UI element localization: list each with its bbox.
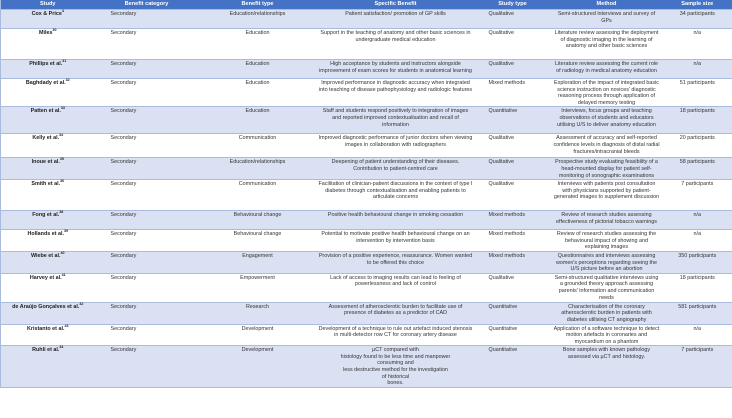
study-name: Hollands et al. [27, 231, 65, 238]
study-name: Phillips et al. [29, 61, 63, 67]
study-cell [1, 134, 95, 158]
benefit-type-cell: Development [199, 346, 317, 388]
reference-number: 4 [61, 9, 64, 14]
study-type-cell: Qualitative [475, 273, 551, 302]
study-type-cell: Qualitative [475, 134, 551, 158]
table-row [1, 324, 732, 346]
header-study: Study [1, 0, 95, 10]
study-name: Kristanto et al. [27, 325, 65, 332]
reference-number: 40 [60, 251, 65, 256]
method-cell: Semi-structured interviews and survey of GPs [551, 10, 663, 29]
table-row [1, 60, 732, 79]
sample-size-cell: 34 participants [663, 10, 732, 29]
specific-benefit-cell: Development of a technique to rule out artefact induced stenosis in multi-detector row CT for coronary artery disease [317, 324, 475, 346]
sample-size-cell: n/a [663, 60, 732, 79]
study-type-cell: Mixed methods [475, 79, 551, 107]
study-cell [1, 211, 95, 230]
sample-size-cell: 20 participants [663, 134, 732, 158]
reference-number: 43 [64, 323, 69, 328]
header-sample-size: Sample size [663, 0, 732, 10]
benefit-category-cell: Secondary [95, 134, 199, 158]
header-row [1, 0, 732, 10]
table-row [1, 251, 732, 273]
benefit-type-cell: Engagement [199, 251, 317, 273]
benefit-category-cell: Secondary [95, 79, 199, 107]
specific-benefit-cell: Deepening of patient understanding of their diseases. Contribution to patient-centred care [317, 158, 475, 180]
study-type-cell: Quantitative [475, 302, 551, 324]
study-type-cell: Mixed methods [475, 251, 551, 273]
benefit-category-cell: Secondary [95, 273, 199, 302]
benefit-type-cell: Communication [199, 134, 317, 158]
study-name: Inoue et al. [31, 159, 60, 166]
method-cell: Literature review assessing the deployment of diagnostic imaging in the learning of anatomy and other basic sciences [551, 29, 663, 60]
study-type-cell: Qualitative [475, 158, 551, 180]
method-cell: Questionnaires and interviews assessing women's perceptions regarding seeing the U/S picture before an abortion [551, 251, 663, 273]
benefit-type-cell: Education/relationships [199, 158, 317, 180]
method-cell: Review of research studies assessing effectiveness of pictorial tobacco warnings [551, 211, 663, 230]
benefit-category-cell: Secondary [95, 324, 199, 346]
specific-benefit-cell: Assessment of atherosclerotic burden to facilitate use of presence of diabetes as a predictor of CAD [317, 302, 475, 324]
benefit-category-cell: Secondary [95, 158, 199, 180]
benefit-category-cell: Secondary [95, 211, 199, 230]
study-cell [1, 60, 95, 79]
method-cell: Interviews with patients post consultation with physicians supported by patient-generated images to supplement discussion [551, 180, 663, 211]
method-cell: Literature review assessing the current role of radiology in medical anatomy education [551, 60, 663, 79]
study-cell [1, 10, 95, 29]
study-cell [1, 346, 95, 388]
benefit-type-cell: Communication [199, 180, 317, 211]
study-cell [1, 302, 95, 324]
benefit-category-cell: Secondary [95, 230, 199, 252]
reference-number: 41 [61, 272, 66, 277]
table-row [1, 302, 732, 324]
table-row [1, 273, 732, 302]
sample-size-cell: 18 participants [663, 273, 732, 302]
header-study-type: Study type [475, 0, 551, 10]
method-cell: Prospective study evaluating feasibility of a head-mounted display for patient self-monitoring of sonographic examinations [551, 158, 663, 180]
study-type-cell: Quantitative [475, 107, 551, 134]
benefit-category-cell: Secondary [95, 180, 199, 211]
sample-size-cell: n/a [663, 230, 732, 252]
sample-size-cell: n/a [663, 211, 732, 230]
study-name: Fong et al. [32, 212, 60, 219]
study-name: Harvey et al. [29, 274, 62, 281]
reference-number: 31 [62, 59, 67, 64]
sample-size-cell: 18 participants [663, 107, 732, 134]
method-cell: Bone samples with known pathology assessed via µCT and histology. [551, 346, 663, 388]
study-name: Wiebe et al. [30, 252, 61, 259]
specific-benefit-cell: Improved performance in diagnostic accuracy when integrated into teaching of disease pathophysiology and radiologic features [317, 79, 475, 107]
sample-size-cell: 51 participants [663, 79, 732, 107]
header-method: Method [551, 0, 663, 10]
specific-benefit-cell: Patient satisfaction/ promotion of GP skills [317, 10, 475, 29]
study-name: Cox & Price [31, 11, 62, 17]
method-cell: Characterisation of the coronary atherosclerotic burden in patients with diabetes utilising CT angiography [551, 302, 663, 324]
table-row [1, 29, 732, 60]
table-row [1, 10, 732, 29]
reference-number: 32 [65, 78, 70, 83]
study-cell [1, 29, 95, 60]
table-row [1, 79, 732, 107]
study-cell [1, 251, 95, 273]
benefit-category-cell: Secondary [95, 107, 199, 134]
header-benefit-type: Benefit type [199, 0, 317, 10]
sample-size-cell: 350 participants [663, 251, 732, 273]
study-name: Smith et al. [31, 181, 61, 188]
table-row [1, 107, 732, 134]
benefit-category-cell: Secondary [95, 302, 199, 324]
specific-benefit-cell: Provision of a positive experience, reassurance. Women wanted to be offered this choice [317, 251, 475, 273]
method-cell: Semi-structured qualitative interviews using a grounded theory approach assessing parents' information and communication needs [551, 273, 663, 302]
specific-benefit-cell: High acceptance by students and instructors alongside improvement of exam scores for students in anatomical learning [317, 60, 475, 79]
study-type-cell: Qualitative [475, 180, 551, 211]
study-cell [1, 230, 95, 252]
study-cell [1, 324, 95, 346]
study-type-cell: Qualitative [475, 10, 551, 29]
benefit-type-cell: Development [199, 324, 317, 346]
reference-number: 36 [60, 179, 65, 184]
study-type-cell: Qualitative [475, 60, 551, 79]
study-type-cell: Qualitative [475, 29, 551, 60]
method-cell: Application of a software technique to detect motion artefacts in coronaries and myocardium on a phantom [551, 324, 663, 346]
study-type-cell: Quantitative [475, 324, 551, 346]
benefit-type-cell: Education [199, 79, 317, 107]
study-name: Kelly et al. [32, 135, 60, 142]
method-cell: Exploration of the impact of integrated basic science instruction on novices' diagnostic reasoning process through application of delayed memory testing [551, 79, 663, 107]
sample-size-cell: 7 participants [663, 180, 732, 211]
specific-benefit-cell: Improved diagnostic performance of junior doctors when viewing images in collaboration with radiographers [317, 134, 475, 158]
specific-benefit-cell: Lack of access to imaging results can lead to feeling of powerlessness and lack of control [317, 273, 475, 302]
method-cell: Review of research studies assessing the behavioural impact of showing and explaining images [551, 230, 663, 252]
benefit-type-cell: Education [199, 29, 317, 60]
table-row [1, 180, 732, 211]
study-cell [1, 107, 95, 134]
study-cell [1, 79, 95, 107]
sample-size-cell: n/a [663, 29, 732, 60]
header-benefit-category: Benefit category [95, 0, 199, 10]
table-row [1, 211, 732, 230]
sample-size-cell: 581 participants [663, 302, 732, 324]
benefit-type-cell: Empowerment [199, 273, 317, 302]
method-cell: Interviews, focus groups and teaching observations of students and educators utilising U/S to deliver anatomy education [551, 107, 663, 134]
specific-benefit-cell: Facilitation of clinician-patient discussions in the context of type I diabetes through contextualisation and enabling patients to articulate concerns [317, 180, 475, 211]
study-cell [1, 180, 95, 211]
sample-size-cell: n/a [663, 324, 732, 346]
study-name: de Araújo Gonçalves et al. [12, 303, 80, 310]
reference-number: 30 [52, 28, 57, 33]
benefit-category-cell: Secondary [95, 10, 199, 29]
table-row [1, 134, 732, 158]
method-cell: Assessment of accuracy and self-reported confidence levels in diagnosis of distal radial fractures/intracranial bleeds [551, 134, 663, 158]
benefit-type-cell: Behavioural change [199, 230, 317, 252]
specific-benefit-cell: Positive health behavioural change in smoking cessation [317, 211, 475, 230]
benefit-category-cell: Secondary [95, 346, 199, 388]
reference-number: 35 [59, 157, 64, 162]
study-name: Baghdady et al. [25, 80, 66, 86]
study-name: Miles [39, 30, 53, 36]
reference-number: 42 [79, 301, 84, 306]
benefit-category-cell: Secondary [95, 60, 199, 79]
reference-number: 33 [60, 106, 65, 111]
specific-benefit-cell: Staff and students respond positively to integration of images and reported improved contextualisation and recall of information [317, 107, 475, 134]
reference-number: 39 [64, 229, 69, 234]
table-row [1, 158, 732, 180]
sample-size-cell: 58 participants [663, 158, 732, 180]
study-type-cell: Quantitative [475, 346, 551, 388]
benefit-type-cell: Education/relationships [199, 10, 317, 29]
specific-benefit-cell: Potential to motivate positive health behavioural change on an intervention by intervention basis [317, 230, 475, 252]
study-cell [1, 158, 95, 180]
benefit-category-cell: Secondary [95, 29, 199, 60]
table-row [1, 230, 732, 252]
reference-number: 34 [59, 133, 64, 138]
benefit-type-cell: Education [199, 60, 317, 79]
benefit-type-cell: Education [199, 107, 317, 134]
table-body [1, 10, 732, 388]
sample-size-cell: 7 participants [663, 346, 732, 388]
specific-benefit-cell: Support in the teaching of anatomy and other basic sciences in undergraduate medical education [317, 29, 475, 60]
table-row [1, 346, 732, 388]
study-name: Ruhli et al. [32, 347, 60, 354]
benefit-type-cell: Research [199, 302, 317, 324]
benefit-category-cell: Secondary [95, 251, 199, 273]
study-type-cell: Mixed methods [475, 211, 551, 230]
study-cell [1, 273, 95, 302]
specific-benefit-cell: µCT compared with histology found to be less time and manpower consuming and less destructive method for the investigation of historical bones. [317, 346, 475, 388]
reference-number: 38 [59, 210, 64, 215]
header-specific-benefit: Specific Benefit [317, 0, 475, 10]
benefit-type-cell: Behavioural change [199, 211, 317, 230]
study-type-cell: Mixed methods [475, 230, 551, 252]
study-name: Patten et al. [30, 108, 61, 115]
reference-number: 44 [59, 345, 64, 350]
